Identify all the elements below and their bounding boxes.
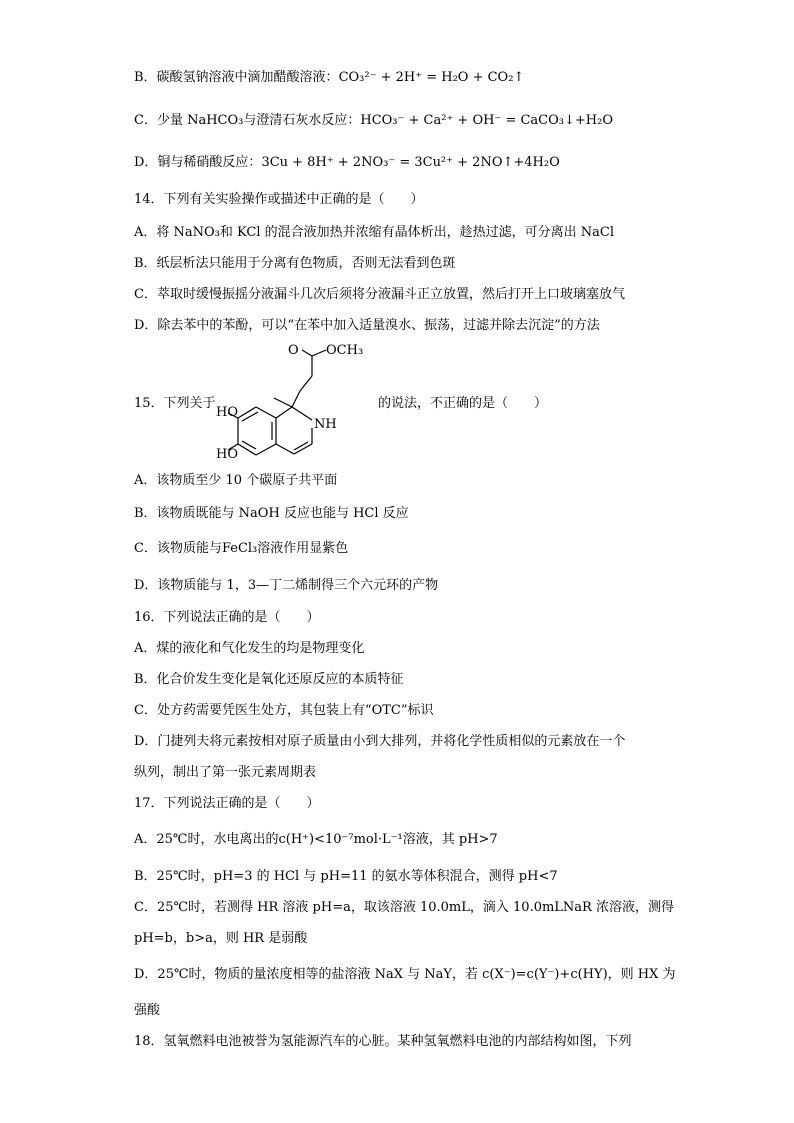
q14-option-d: D．除去苯中的苯酚，可以“在苯中加入适量溴水、振荡，过滤并除去沉淀”的方法 — [134, 318, 600, 333]
q18-stem: 18．氢氧燃料电池被誉为氢能源汽车的心脏。某种氢氧燃料电池的内部结构如图，下列 — [134, 1034, 632, 1049]
q13-option-b: B．碳酸氢钠溶液中滴加醋酸溶液：CO₃²⁻ + 2H⁺ = H₂O + CO₂↑ — [134, 70, 525, 85]
q15-option-c: C．该物质能与FeCl₃溶液作用显紫色 — [134, 541, 349, 556]
q15-molecule-structure — [216, 336, 372, 466]
q16-option-d-line2: 纵列，制出了第一张元素周期表 — [134, 765, 317, 780]
q17-option-d-line2: 强酸 — [134, 1003, 161, 1018]
q15-molecule-ho-label-1: HO — [216, 405, 238, 420]
q15-molecule-nh-label: NH — [314, 417, 337, 432]
q13-option-c-equation: HCO₃⁻ + Ca²⁺ + OH⁻ = CaCO₃↓+H₂O — [360, 113, 613, 128]
q14-option-a: A．将 NaNO₃和 KCl 的混合液加热并浓缩有晶体析出，趁热过滤，可分离出 NaCl — [134, 225, 614, 240]
q16-option-c: C．处方药需要凭医生处方，其包装上有“OTC”标识 — [134, 703, 434, 718]
q13-option-d: D．铜与稀硝酸反应：3Cu + 8H⁺ + 2NO₃⁻ = 3Cu²⁺ + 2NO↑+4H₂O — [134, 155, 560, 170]
q17-option-b: B．25℃时，pH=3 的 HCl 与 pH=11 的氨水等体积混合，测得 pH<7 — [134, 869, 558, 884]
q17-stem: 17．下列说法正确的是（ ） — [134, 796, 320, 811]
q15-molecule-oxygen-label: O — [288, 343, 299, 358]
q15-option-d: D．该物质能与 1，3—丁二烯制得三个六元环的产物 — [134, 578, 439, 593]
q16-option-d-line1: D．门捷列夫将元素按相对原子质量由小到大排列，并将化学性质相似的元素放在一个 — [134, 734, 626, 749]
q17-option-c-line1: C．25℃时，若测得 HR 溶液 pH=a，取该溶液 10.0mL，滴入 10.0mLNaR 浓溶液，测得 — [134, 900, 674, 915]
q15-stem-suffix: 的说法，不正确的是（ ） — [378, 396, 548, 411]
q13-option-c: C．少量 NaHCO₃与澄清石灰水反应：HCO₃⁻ + Ca²⁺ + OH⁻ = CaCO₃↓+H₂O — [134, 113, 613, 128]
q16-option-b: B．化合价发生变化是氧化还原反应的本质特征 — [134, 672, 404, 687]
q13-option-b-equation: CO₃²⁻ + 2H⁺ = H₂O + CO₂↑ — [338, 70, 525, 85]
q15-option-a: A．该物质至少 10 个碳原子共平面 — [134, 473, 338, 488]
q15-molecule-ho-label-2: HO — [216, 447, 238, 462]
q14-option-c: C．萃取时缓慢振摇分液漏斗几次后须将分液漏斗正立放置，然后打开上口玻璃塞放气 — [134, 287, 625, 302]
q17-option-d-line1: D．25℃时，物质的量浓度相等的盐溶液 NaX 与 NaY，若 c(X⁻)=c(Y⁻)+c(HY)，则 HX 为 — [134, 967, 676, 982]
q16-stem: 16．下列说法正确的是（ ） — [134, 610, 320, 625]
q13-option-d-equation: 3Cu + 8H⁺ + 2NO₃⁻ = 3Cu²⁺ + 2NO↑+4H₂O — [261, 155, 560, 170]
q14-option-b: B．纸层析法只能用于分离有色物质，否则无法看到色斑 — [134, 256, 456, 271]
q17-option-c-line2: pH=b，b>a，则 HR 是弱酸 — [134, 931, 308, 946]
q16-option-a: A．煤的液化和气化发生的均是物理变化 — [134, 641, 365, 656]
q15-option-b: B．该物质既能与 NaOH 反应也能与 HCl 反应 — [134, 506, 409, 521]
q15-stem-prefix: 15．下列关于 — [134, 396, 216, 411]
q14-stem: 14．下列有关实验操作或描述中正确的是（ ） — [134, 192, 424, 207]
q17-option-a: A．25℃时，水电离出的c(H⁺)<10⁻⁷mol·L⁻¹溶液，其 pH>7 — [134, 832, 498, 847]
q15-molecule-ester-label: OCH₃ — [326, 343, 364, 358]
